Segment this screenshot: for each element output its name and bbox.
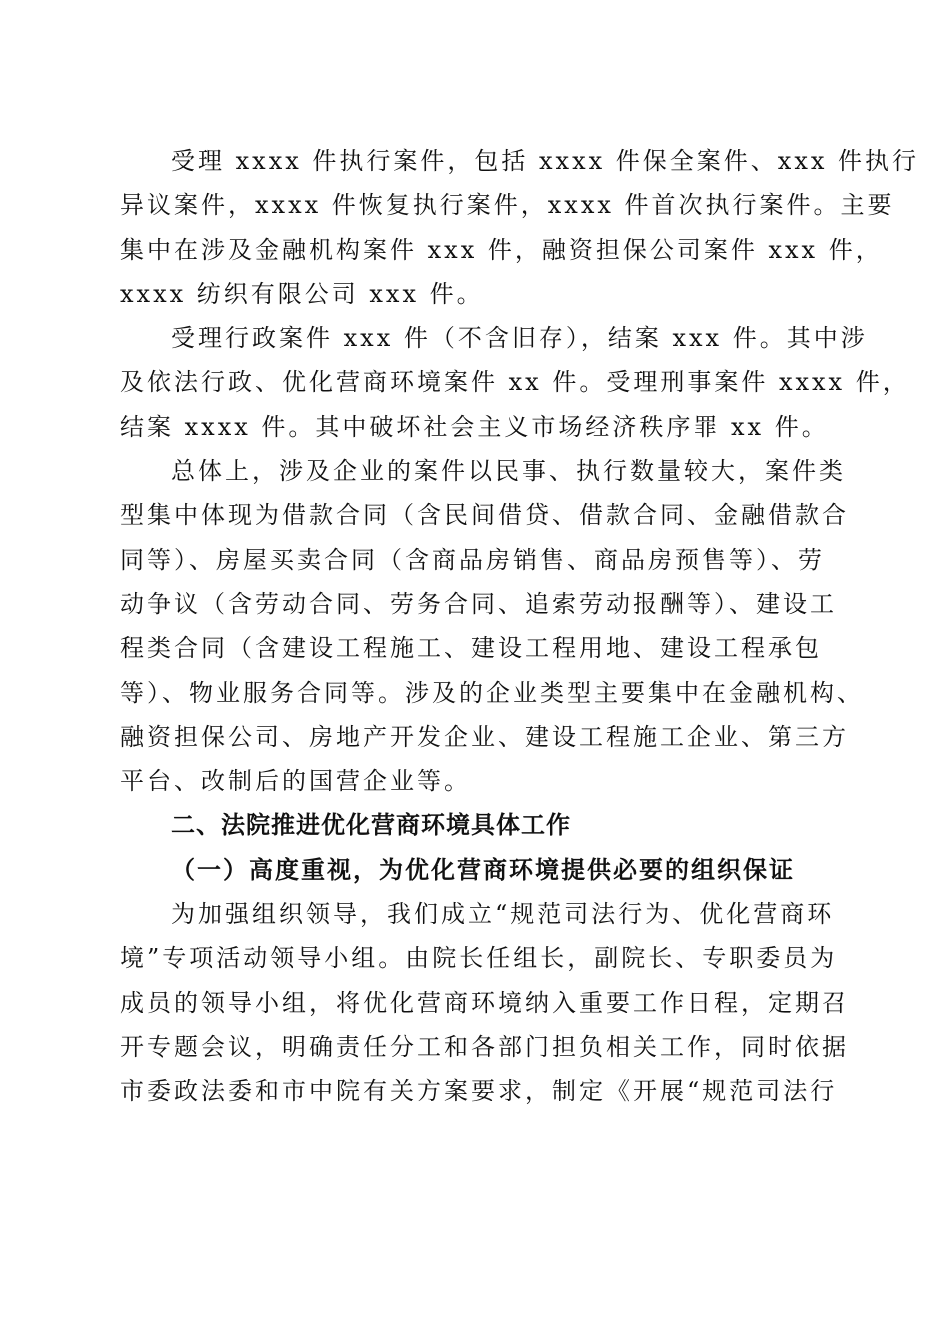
document-body — [120, 139, 920, 1114]
text-line: 开专题会议，明确责任分工和各部门担负相关工作，同时依据 — [120, 1032, 849, 1061]
text-line: 同等）、房屋买卖合同（含商品房销售、商品房预售等）、劳 — [120, 545, 825, 574]
text-line: 异议案件，xxxx 件恢复执行案件，xxxx 件首次执行案件。主要 — [120, 191, 895, 220]
text-line: 型集中体现为借款合同（含民间借贷、借款合同、金融借款合 — [120, 501, 849, 530]
paragraph-execution-cases — [120, 139, 920, 316]
text-line: 受理 xxxx 件执行案件，包括 xxxx 件保全案件、xxx 件执行 — [171, 147, 920, 175]
text-line: 为加强组织领导，我们成立“规范司法行为、优化营商环 — [171, 900, 835, 929]
text-line: 程类合同（含建设工程施工、建设工程用地、建设工程承包 — [120, 634, 822, 663]
text-line: 平台、改制后的国营企业等。 — [120, 767, 471, 796]
text-line: 等）、物业服务合同等。涉及的企业类型主要集中在金融机构、 — [120, 678, 864, 707]
text-line: 结案 xxxx 件。其中破坏社会主义市场经济秩序罪 xx 件。 — [120, 412, 829, 441]
text-line: 成员的领导小组，将优化营商环境纳入重要工作日程，定期召 — [120, 988, 849, 1017]
paragraph-organization — [120, 892, 849, 1113]
text-line: 受理行政案件 xxx 件（不含旧存），结案 xxx 件。其中涉 — [171, 324, 868, 353]
section-heading: 二、法院推进优化营商环境具体工作 — [171, 811, 571, 840]
text-line: 境”专项活动领导小组。由院长任组长，副院长、专职委员为 — [120, 944, 838, 973]
paragraph-overall-summary — [120, 449, 864, 803]
text-line: xxxx 纺织有限公司 xxx 件。 — [120, 279, 484, 308]
text-line: 融资担保公司、房地产开发企业、建设工程施工企业、第三方 — [120, 722, 849, 751]
text-line: 动争议（含劳动合同、劳务合同、追索劳动报酬等）、建设工 — [120, 589, 837, 618]
text-line: 市委政法委和市中院有关方案要求，制定《开展“规范司法行 — [120, 1077, 838, 1106]
paragraph-administrative-criminal-cases — [120, 316, 910, 449]
subsection-heading: （一）高度重视，为优化营商环境提供必要的组织保证 — [171, 854, 795, 884]
text-line: 及依法行政、优化营商环境案件 xx 件。受理刑事案件 xxxx 件， — [120, 368, 910, 397]
text-line: 总体上，涉及企业的案件以民事、执行数量较大，案件类 — [171, 457, 846, 486]
text-line: 集中在涉及金融机构案件 xxx 件，融资担保公司案件 xxx 件， — [120, 235, 883, 264]
